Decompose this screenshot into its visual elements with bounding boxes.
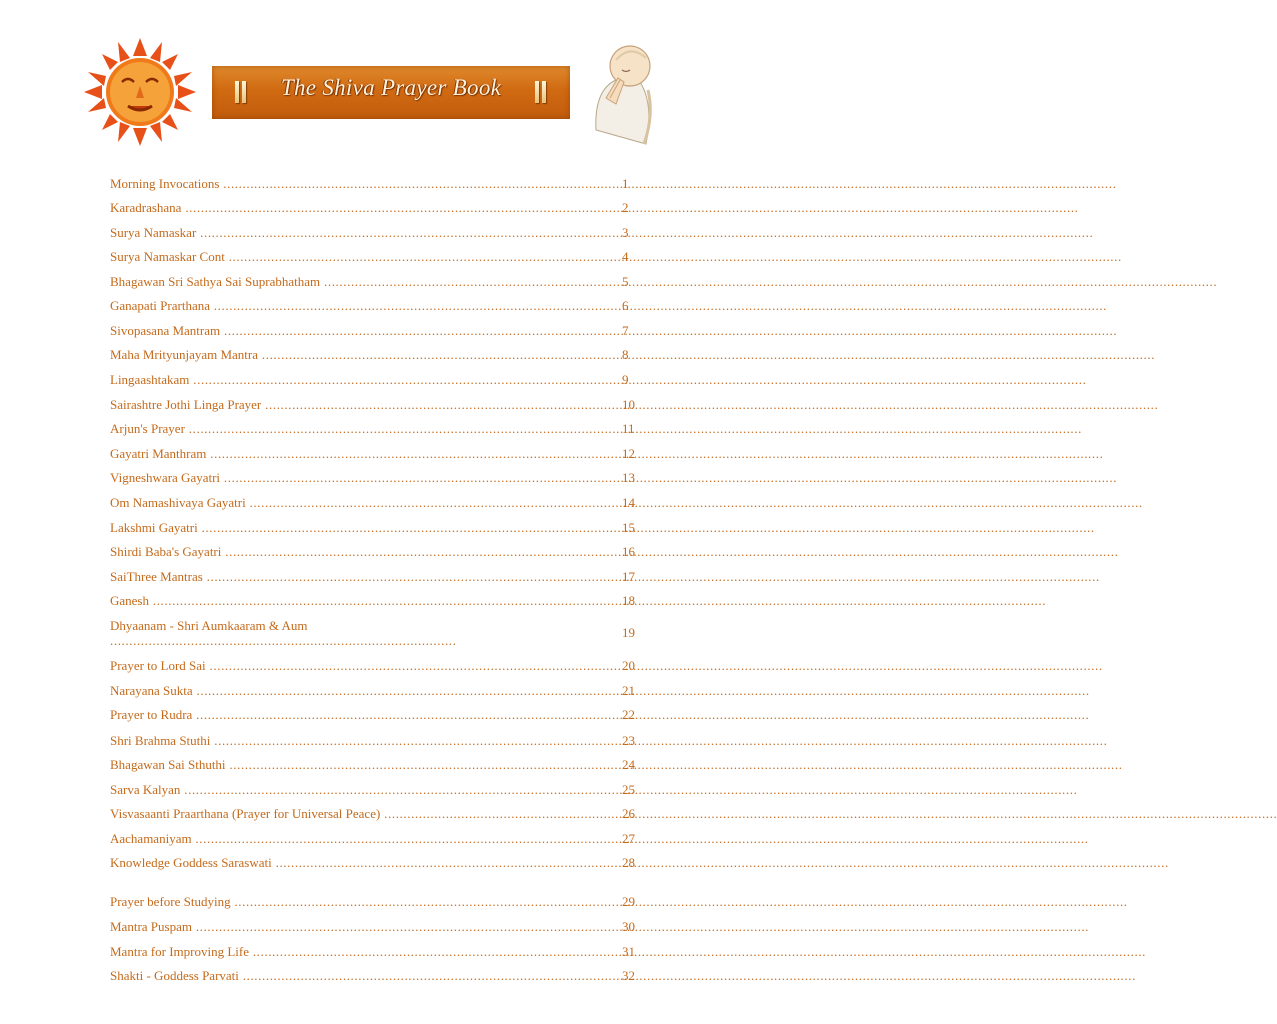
toc-entry-title: Knowledge Goddess Saraswati ..... bbox=[110, 855, 610, 871]
toc-entry-page: 22 bbox=[622, 707, 635, 722]
toc-entry-title: Karadrashana ..... bbox=[110, 200, 610, 216]
toc-entry-title: Bhagawan Sri Sathya Sai Suprabhatham ..... bbox=[110, 274, 610, 290]
toc-entry-title: Om Namashivaya Gayatri ..... bbox=[110, 495, 610, 511]
toc-entry-page: 2 bbox=[622, 200, 629, 215]
toc-entry-page: 19 bbox=[622, 625, 635, 640]
toc-entry-page: 32 bbox=[622, 968, 635, 983]
toc-entry-title: Prayer before Studying ..... bbox=[110, 894, 610, 910]
toc-entry-title: Surya Namaskar Cont ..... bbox=[110, 249, 610, 265]
toc-entry-title: Prayer to Lord Sai ..... bbox=[110, 658, 610, 674]
toc-entry-page: 5 bbox=[622, 274, 629, 289]
toc-entry-page: 21 bbox=[622, 683, 635, 698]
toc-entry-page: 7 bbox=[622, 323, 629, 338]
toc-entry-page: 18 bbox=[622, 593, 635, 608]
toc-entry-title: Narayana Sukta ..... bbox=[110, 683, 610, 699]
toc-entry-title: Ganesh ..... bbox=[110, 593, 610, 609]
toc-entry-title: Maha Mrityunjayam Mantra ..... bbox=[110, 347, 610, 363]
title-banner bbox=[212, 66, 570, 119]
toc-entry-page: 24 bbox=[622, 757, 635, 772]
toc-entry-page: 3 bbox=[622, 225, 629, 240]
toc-entry-title: Sivopasana Mantram ..... bbox=[110, 323, 610, 339]
toc-entry-title: Bhagawan Sai Sthuthi ..... bbox=[110, 757, 610, 773]
toc-entry-title: Visvasaanti Praarthana (Prayer for Universal Peace) ..... bbox=[110, 806, 610, 822]
toc-entry-leader: .......................................................................................... bbox=[110, 633, 457, 648]
toc-entry-page: 1 bbox=[622, 176, 629, 191]
toc-entry-page: 26 bbox=[622, 806, 635, 821]
toc-entry-page: 14 bbox=[622, 495, 635, 510]
toc-entry-title: Prayer to Rudra ..... bbox=[110, 707, 610, 723]
toc-entry-title: Morning Invocations ..... bbox=[110, 176, 610, 192]
toc-entry-title: Lingaashtakam ..... bbox=[110, 372, 610, 388]
toc-entry-page: 6 bbox=[622, 298, 629, 313]
toc-entry-title: Dhyaanam - Shri Aumkaaram & Aum bbox=[110, 618, 308, 633]
toc-entry-title: Vigneshwara Gayatri ..... bbox=[110, 470, 610, 486]
toc-entry-title: Shirdi Baba's Gayatri ..... bbox=[110, 544, 610, 560]
toc-entry-page: 8 bbox=[622, 347, 629, 362]
toc-entry-title: Mantra for Improving Life ..... bbox=[110, 944, 610, 960]
toc-entry-title: Sarva Kalyan ..... bbox=[110, 782, 610, 798]
toc-entry-title: Lakshmi Gayatri ..... bbox=[110, 520, 610, 536]
toc-entry-page: 9 bbox=[622, 372, 629, 387]
toc-entry-title: Mantra Puspam ..... bbox=[110, 919, 610, 935]
banner-right-ornament bbox=[534, 81, 548, 103]
toc-entry-page: 4 bbox=[622, 249, 629, 264]
toc-entry-title: Ganapati Prarthana ..... bbox=[110, 298, 610, 314]
toc-entry-page: 27 bbox=[622, 831, 635, 846]
toc-entry-title: Shakti - Goddess Parvati ..... bbox=[110, 968, 610, 984]
toc-entry-page: 29 bbox=[622, 894, 635, 909]
toc-entry-page: 15 bbox=[622, 520, 635, 535]
toc-entry-title: SaiThree Mantras ..... bbox=[110, 569, 610, 585]
toc-entry-page: 10 bbox=[622, 397, 635, 412]
toc-entry-page: 13 bbox=[622, 470, 635, 485]
toc-entry-page: 16 bbox=[622, 544, 635, 559]
praying-monk-icon bbox=[586, 40, 664, 148]
toc-entry-page: 12 bbox=[622, 446, 635, 461]
toc-entry-page: 28 bbox=[622, 855, 635, 870]
toc-entry-title: Arjun's Prayer ..... bbox=[110, 421, 610, 437]
toc-entry-page: 23 bbox=[622, 733, 635, 748]
toc-entry-page: 20 bbox=[622, 658, 635, 673]
toc-entry-title: Sairashtre Jothi Linga Prayer ..... bbox=[110, 397, 610, 413]
sun-face-icon bbox=[82, 38, 198, 146]
toc-entry-title: Gayatri Manthram ..... bbox=[110, 446, 610, 462]
toc-entry-page: 31 bbox=[622, 944, 635, 959]
toc-entry-page: 17 bbox=[622, 569, 635, 584]
toc-entry-page: 11 bbox=[622, 421, 635, 436]
page-title: The Shiva Prayer Book bbox=[280, 75, 502, 100]
toc-entry-page: 30 bbox=[622, 919, 635, 934]
toc-entry-title: Surya Namaskar ..... bbox=[110, 225, 610, 241]
toc-entry-title: Aachamaniyam ..... bbox=[110, 831, 610, 847]
toc-entry-title: Shri Brahma Stuthi ..... bbox=[110, 733, 610, 749]
toc-entry-page: 25 bbox=[622, 782, 635, 797]
